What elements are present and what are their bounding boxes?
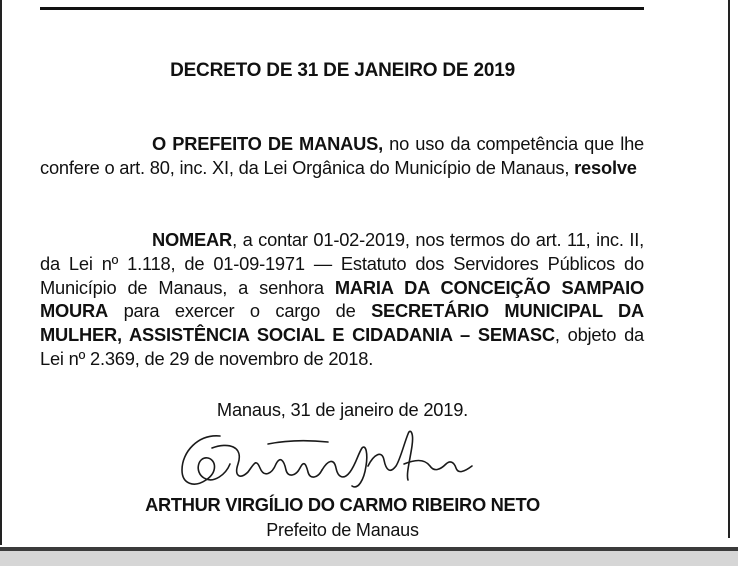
- signer-title: Prefeito de Manaus: [266, 520, 419, 540]
- top-border-line: [40, 7, 644, 10]
- preamble-resolve: resolve: [574, 157, 637, 178]
- signer-name: ARTHUR VIRGÍLIO DO CARMO RIBEIRO NETO: [145, 494, 540, 515]
- right-border-line: [728, 0, 730, 538]
- appointment-text-1: , a contar 01-02-2019, nos termos do art. 11, inc. II, da Lei nº 1.118, de 01-09-1971 — Estatuto dos Servidores Públicos do Município de Manaus, a senhora: [40, 229, 644, 298]
- appointment-text-3: , objeto da Lei nº 2.369, de 29 de novembro de 2018.: [40, 324, 644, 369]
- appointed-position: SECRETÁRIO MUNICIPAL DA MULHER, ASSISTÊNCIA SOCIAL E CIDADANIA – SEMASC: [40, 300, 644, 346]
- appointment-text-2: para exercer o cargo de: [108, 300, 372, 322]
- preamble-text: no uso da competência que lhe confere o art. 80, inc. XI, da Lei Orgânica do Município de Manaus,: [40, 133, 644, 178]
- appointment-paragraph: [40, 228, 644, 370]
- decree-title: DECRETO DE 31 DE JANEIRO DE 2019: [170, 60, 515, 81]
- appointment-verb: NOMEAR: [152, 229, 233, 251]
- preamble-paragraph: [40, 132, 644, 179]
- appointee-name: MARIA DA CONCEIÇÃO SAMPAIO MOURA: [40, 276, 645, 322]
- handwritten-signature: [168, 424, 488, 496]
- place-date: Manaus, 31 de janeiro de 2019.: [216, 399, 469, 420]
- preamble-authority: O PREFEITO DE MANAUS,: [152, 133, 383, 155]
- bottom-scan-edge: [0, 547, 738, 566]
